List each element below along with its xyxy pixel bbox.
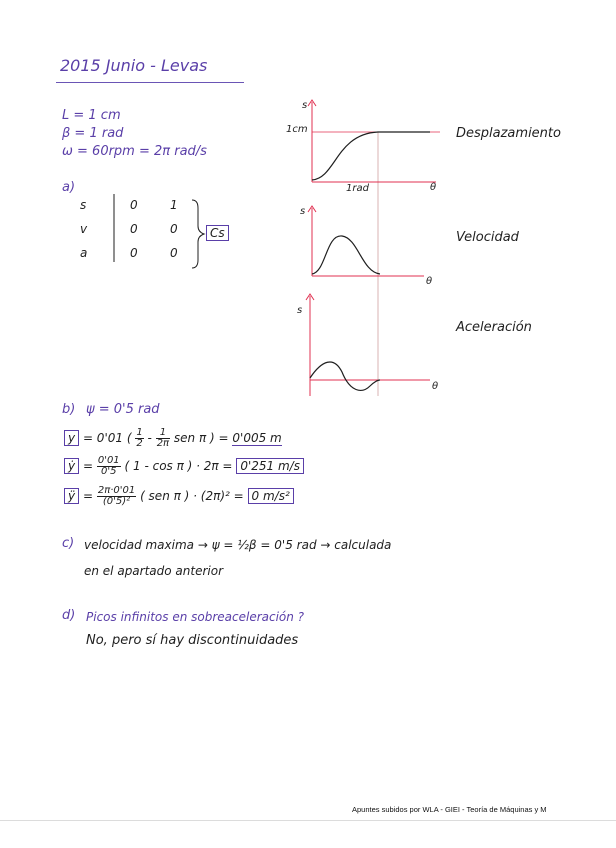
table-bracket bbox=[192, 200, 204, 268]
disp-tick-x-label: 1rad bbox=[346, 183, 369, 194]
table-row-s-label: s bbox=[80, 198, 87, 212]
acc-graph-title: Aceleración bbox=[456, 320, 532, 335]
footer-credit: Apuntes subidos por WLA - GIEI - Teoría de Máquinas y M bbox=[352, 805, 547, 814]
eq1-f2-num: 1 bbox=[156, 428, 170, 439]
table-row-a-v1: 0 bbox=[170, 246, 178, 260]
eq3-eq: = bbox=[82, 489, 93, 503]
table-row-a-label: a bbox=[80, 246, 88, 260]
eq1-f1-den: 2 bbox=[136, 438, 143, 449]
eq1-lhs: y bbox=[64, 430, 79, 446]
eq3-tail: ( sen π ) · (2π)² = bbox=[140, 489, 244, 503]
eq3-lhs: ÿ bbox=[64, 488, 79, 504]
vel-axis-y-label: s bbox=[300, 206, 306, 217]
eq1-mid: = 0'01 ( bbox=[82, 431, 132, 445]
eq2-tail: ( 1 - cos π ) · 2π = bbox=[124, 459, 233, 473]
vel-curve bbox=[312, 236, 380, 274]
given-omega: ω = 60rpm = 2π rad/s bbox=[62, 144, 207, 159]
eq2-f-num: 0'01 bbox=[97, 455, 120, 466]
eq1-result: 0'005 m bbox=[232, 431, 282, 445]
part-c-line2: en el apartado anterior bbox=[84, 564, 224, 578]
table-row-s-v0: 0 bbox=[130, 198, 138, 212]
disp-curve bbox=[312, 132, 430, 180]
part-d-question: Picos infinitos en sobreaceleración ? bbox=[86, 610, 305, 624]
eq3-result: 0 m/s² bbox=[248, 488, 294, 504]
disp-tick-y-label: 1cm bbox=[286, 124, 308, 135]
part-a-result: Cs bbox=[206, 225, 229, 241]
part-d-label: d) bbox=[62, 608, 76, 623]
table-row-v-v0: 0 bbox=[130, 222, 138, 236]
part-b-psi: ψ = 0'5 rad bbox=[86, 402, 160, 417]
table-row-s-v1: 1 bbox=[170, 198, 178, 212]
given-length: L = 1 cm bbox=[62, 108, 121, 123]
acc-axis-x-label: θ bbox=[432, 381, 439, 392]
eq3-f-num: 2π·0'01 bbox=[97, 485, 136, 496]
disp-graph-title: Desplazamiento bbox=[456, 126, 561, 141]
part-d-answer: No, pero sí hay discontinuidades bbox=[86, 633, 299, 648]
part-c-line1: velocidad maxima → ψ = ½β = 0'5 rad → calculada bbox=[84, 538, 392, 552]
eq2-f-den: 0'5 bbox=[101, 466, 117, 477]
eq2-lhs: ẏ bbox=[64, 458, 79, 474]
disp-axis-y-label: s bbox=[302, 100, 308, 111]
eq2-eq: = bbox=[82, 459, 93, 473]
table-row-v-v1: 0 bbox=[170, 222, 178, 236]
part-c-label: c) bbox=[62, 536, 75, 551]
part-b-label: b) bbox=[62, 402, 76, 417]
eq1-f2-den: 2π bbox=[156, 438, 170, 449]
acceleration-graph bbox=[306, 294, 430, 396]
eq1-tail: sen π ) = bbox=[173, 431, 229, 445]
page-title: 2015 Junio - Levas bbox=[60, 56, 208, 75]
velocity-graph bbox=[308, 206, 424, 276]
part-a-label: a) bbox=[62, 180, 76, 195]
disp-axis-x-label: θ bbox=[430, 182, 437, 193]
page-bottom-rule bbox=[0, 820, 616, 821]
acc-axis-y-label: s bbox=[297, 305, 303, 316]
table-row-a-v0: 0 bbox=[130, 246, 138, 260]
table-row-v-label: v bbox=[80, 222, 88, 236]
vel-axis-x-label: θ bbox=[426, 276, 433, 287]
given-beta: β = 1 rad bbox=[62, 126, 124, 141]
acc-curve bbox=[310, 362, 380, 390]
eq2-result: 0'251 m/s bbox=[236, 458, 304, 474]
vel-graph-title: Velocidad bbox=[456, 230, 519, 245]
eq3-f-den: (0'5)² bbox=[102, 496, 131, 507]
displacement-graph bbox=[308, 100, 440, 182]
eq1-minus: - bbox=[143, 431, 156, 445]
eq1-f1-num: 1 bbox=[136, 427, 143, 438]
